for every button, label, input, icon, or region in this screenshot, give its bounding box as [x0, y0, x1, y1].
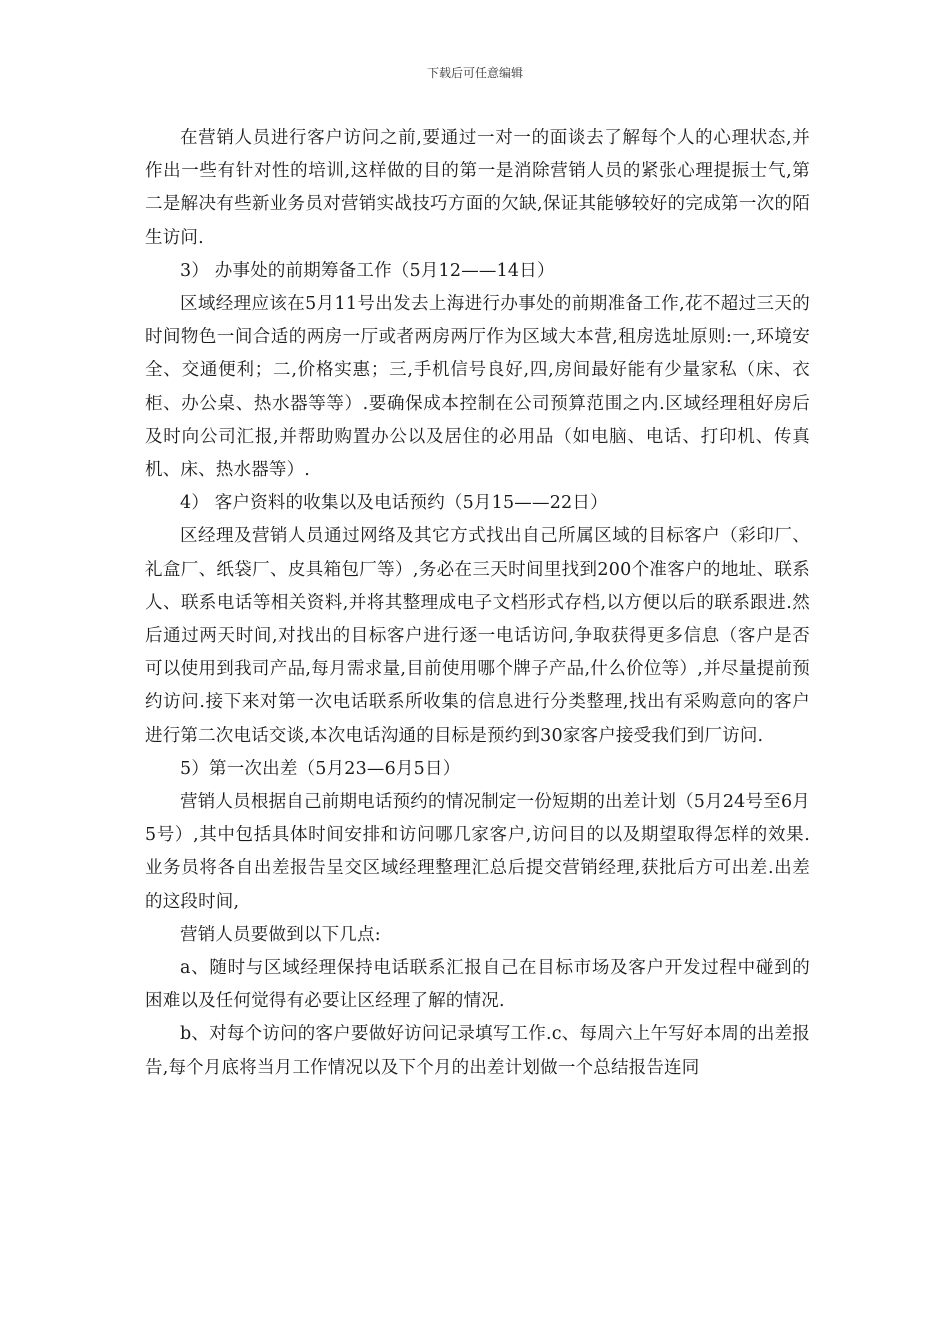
paragraph-intro: 在营销人员进行客户访问之前,要通过一对一的面谈去了解每个人的心理状态,并作出一些有针对性的培训,这样做的目的第一是消除营销人员的紧张心理提振士气,第二是解决有些新业务员对营销实战技巧方面的欠缺,保证其能够较好的完成第一次的陌生访问.: [145, 128, 810, 248]
paragraph-customer-data: 区经理及营销人员通过网络及其它方式找出自己所属区域的目标客户（彩印厂、礼盒厂、纸袋厂、皮具箱包厂等）,务必在三天时间里找到200个准客户的地址、联系人、联系电话等相关资料,并将其整理成电子文档形式存档,以方便以后的联系跟进.然后通过两天时间,对找出的目标客户进行逐一电话访问,争取获得更多信息（客户是否可以使用到我司产品,每月需求量,目前使用哪个牌子产品,什么价位等）,并尽量提前预约访问.接下来对第一次电话联系所收集的信息进行分类整理,找出有采购意向的客户进行第二次电话交谈,本次电话沟通的目标是预约到30家客户接受我们到厂访问.: [145, 526, 810, 746]
document-body: [145, 122, 810, 1085]
page-header-note: 下载后可任意编辑: [426, 66, 523, 80]
paragraph-requirements-intro: 营销人员要做到以下几点:: [180, 924, 381, 945]
section-heading-4: 4） 客户资料的收集以及电话预约（5月15——22日）: [180, 493, 608, 514]
section-heading-5: 5）第一次出差（5月23—6月5日）: [180, 758, 461, 779]
list-item-b: b、对每个访问的客户要做好访问记录填写工作.c、每周六上午写好本周的出差报告,每个月底将当月工作情况以及下个月的出差计划做一个总结报告连同: [145, 1024, 810, 1078]
list-item-a: a、随时与区域经理保持电话联系汇报自己在目标市场及客户开发过程中碰到的困难以及任何觉得有必要让区经理了解的情况.: [145, 958, 810, 1012]
section-heading-3: 3） 办事处的前期筹备工作（5月12——14日）: [180, 260, 555, 281]
paragraph-office-preparation: 区域经理应该在5月11号出发去上海进行办事处的前期准备工作,花不超过三天的时间物色一间合适的两房一厅或者两房两厅作为区域大本营,租房选址原则:一,环境安全、交通便利；二,价格实惠；三,手机信号良好,四,房间最好能有少量家私（床、衣柜、办公桌、热水器等等）.要确保成本控制在公司预算范围之内.区域经理租好房后及时向公司汇报,并帮助购置办公以及居住的必用品（如电脑、电话、打印机、传真机、床、热水器等）.: [145, 294, 810, 481]
paragraph-business-trip: 营销人员根据自己前期电话预约的情况制定一份短期的出差计划（5月24号至6月5号）,其中包括具体时间安排和访问哪几家客户,访问目的以及期望取得怎样的效果.业务员将各自出差报告呈交区域经理整理汇总后提交营销经理,获批后方可出差.出差的这段时间,: [145, 792, 810, 912]
